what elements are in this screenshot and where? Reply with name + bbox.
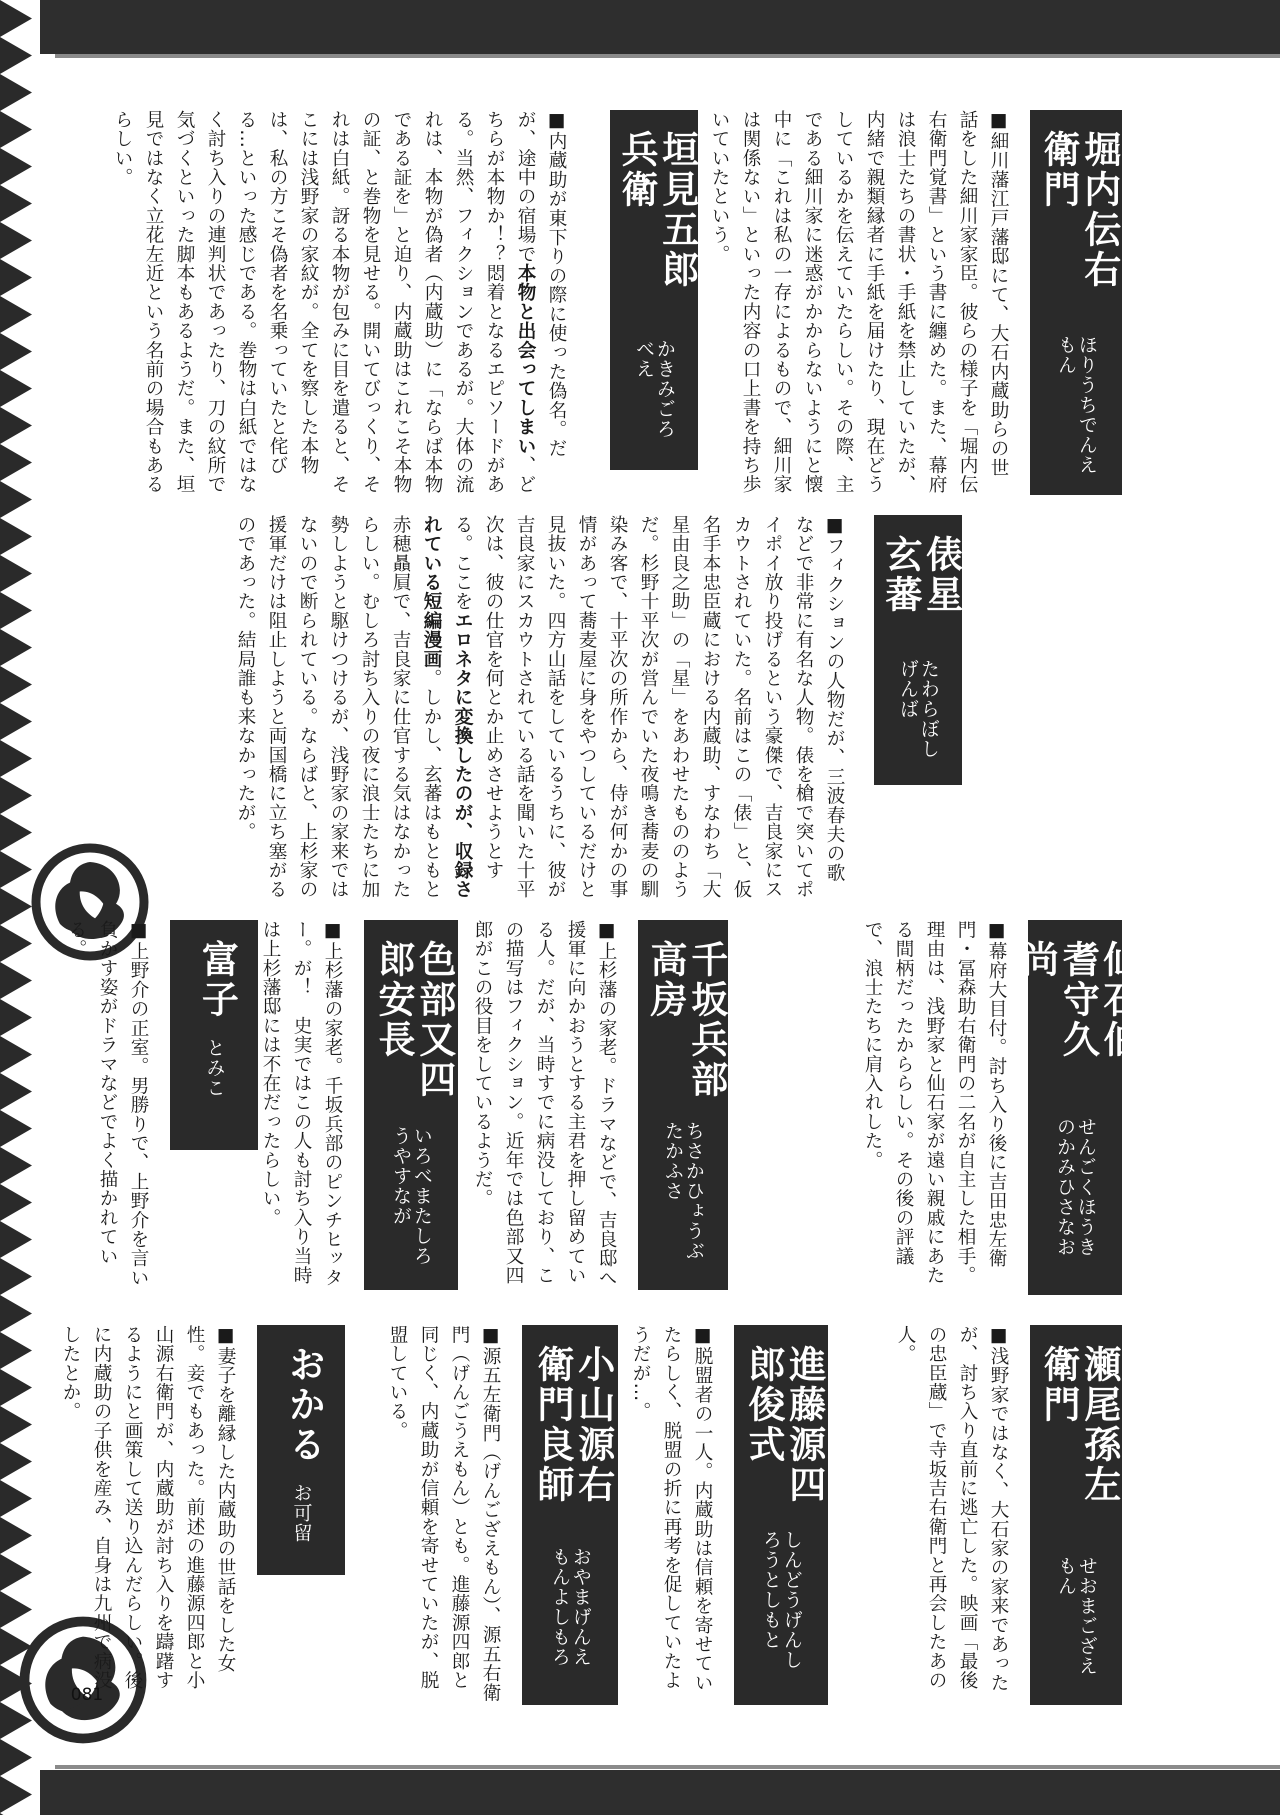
entry-reading: しんどうげんしろうとしもと (760, 1529, 803, 1670)
entry-title-box (170, 920, 258, 1150)
entry-body: ■細川藩江戸藩邸にて、大石内蔵助らの世話をした細川家家臣。彼らの様子を「堀内伝右衛門覚書」という書に纏めた。また、幕府は浪士たちの書状・手紙を禁止していたが、内緒で親類縁者に手紙を届けたり、現在どうしているかを伝えていたらしい。その際、主である細川家に迷惑がかからないようにと懐中に「これは私の一存によるもので、細川家は関係ない」といった内容の口上書を持ち歩いていたという。 (709, 110, 1009, 494)
entry-name: おかる (282, 1345, 327, 1465)
top-rule (55, 54, 1280, 58)
entry-name: 俵星玄蕃 (879, 535, 964, 615)
entry-okaru (55, 1325, 345, 1705)
entry-horiuchi (704, 110, 1122, 495)
entry-seo (890, 1325, 1122, 1705)
entry-reading: せおまござえもん (1055, 1556, 1098, 1677)
entry-body: ■上野介の正室。男勝りで、上野介を言い負かす姿がドラマなどでよく描かれている。 (66, 920, 149, 1288)
entry-body: ■幕府大目付。討ち入り後に吉田忠左衛門・冨森助右衛門の二名が自主した相手。理由は、浅野家と仙石家が遠い親戚にあたる間柄だったかららしい。その後の評議で、浪士たちに肩入れした。 (862, 920, 1007, 1285)
entry-reading: いろべまたしろうやすなが (390, 1126, 433, 1266)
entry-reading: かきみごろべえ (633, 338, 676, 439)
entry-kakimi (594, 110, 698, 495)
entry-reading: たわらぼしげんば (897, 659, 940, 759)
entry-body: ■浅野家ではなく、大石家の家来であったが、討ち入り直前に逃亡した。映画「最後の忠臣蔵」で寺坂吉右衛門と再会したあの人。 (895, 1325, 1009, 1693)
entry-title-box (522, 1325, 618, 1705)
entry-title-box (610, 110, 698, 470)
entry-reading: ちさかひょうぶたかふさ (662, 1120, 705, 1261)
entry-title-box (364, 920, 458, 1290)
entry-chisaka (467, 920, 728, 1300)
entry-tomiko (61, 920, 258, 1300)
entry-body-kakimi-a: ■内蔵助が東下りの際に使った偽名。だが、途中の宿場で本物と出会ってしまい、どちらが本物か！？悶着となるエピソードがある。当然、フィクションであるが。大体の流れは、本物が偽者（内蔵助）に「ならば本物である証を」と迫り、内蔵助はこれこそ本物の証、と巻物を見せる。開いてびっくり、それは白紙。訝る本物が包みに目を遣ると、そこには浅野家の家紋が。全てを察した本物は、私の方こそ偽者を名乗っていたと侘びる…といった感じである。巻物は白紙ではなく討ち入りの連判状であったり、刀の紋所で気づくといった脚本もあるようだ。また、垣見ではなく立花左近という名前の場合もあるらしい。 (112, 110, 567, 495)
entry-name: 瀬尾孫左衛門 (1037, 1345, 1122, 1505)
entry-oyama (382, 1325, 618, 1705)
entry-name: 垣見五郎兵衛 (615, 130, 700, 290)
entry-title-box (874, 515, 962, 785)
entry-body: ■妻子を離縁した内蔵助の世話をした女性。妾でもあった。前述の進藤源四郎と小山源右衛門が、内蔵助が討ち入りを躊躇するようにと画策して送り込んだらしい。後に内蔵助の子供を産み、自身は九州で病没したとか。 (60, 1325, 236, 1690)
entry-reading: せんごくほうきのかみひさなお (1054, 1116, 1097, 1257)
entry-body: ■源五左衛門（げんござえもん）、源五右衛門（げんごうえもん）とも。進藤源四郎と同じく、内蔵助が信頼を寄せていたが、脱盟している。 (387, 1325, 501, 1703)
entry-name: 色部又四郎安長 (372, 940, 457, 1100)
entry-title-box (1030, 110, 1122, 495)
entry-body-tawaraboshi: ■フィクションの人物だが、三波春夫の歌などで非常に有名な人物。俵を槍で突いてポイポイ放り投げるという豪傑で、吉良家にスカウトされていた。名前はこの「俵」と、仮名手本忠臣蔵における内蔵助、すなわち「大星由良之助」の「星」をあわせたもののようだ。杉野十平次が営んでいた夜鳴き蕎麦の馴染み客で、十平次の所作から、侍が何かの事情があって蕎麦屋に身をやつしているだけと見抜いた。四方山話をしているうちに、彼が吉良家にスカウトされている話を聞いた十平次は、彼の仕官を何とか止めさせようとする。ここをエロネタに変換したのが、収録されている短編漫画。しかし、玄蕃はもともと赤穂贔屓で、吉良家に仕官する気はなかったらしい。むしろ討ち入りの夜に浪士たちに加勢しようと駆けつけるが、浅野家の家来ではないので断られている。ならばと、上杉家の援軍だけは阻止しようと両国橋に立ち塞がるのであった。結局誰も来なかったが。 (235, 515, 845, 900)
entry-name: 小山源右衛門良師 (531, 1345, 616, 1505)
entry-title-box (1030, 1325, 1122, 1705)
entry-title-box (638, 920, 728, 1290)
entry-body: ■上杉藩の家老。千坂兵部のピンチヒッター。が！ 史実ではこの人も討ち入り当時は上杉藩邸には不在だったらしい。 (260, 920, 343, 1288)
entry-title-box (257, 1325, 345, 1575)
entry-body: ■脱盟者の一人。内蔵助は信頼を寄せていたらしく、脱盟の折に再考を促していたようだが…。 (630, 1325, 713, 1693)
entry-name: 仙石伯耆守久尚 (1015, 940, 1142, 1060)
entry-reading: とみこ (203, 1038, 226, 1098)
entry-name: 進藤源四郎俊式 (742, 1345, 827, 1505)
entry-title-box (734, 1325, 828, 1705)
entry-reading: ほりうちでんえもん (1055, 334, 1098, 475)
entry-title-box (1015, 920, 1142, 1295)
entry-name: 千坂兵部高房 (644, 940, 729, 1100)
bottom-bar (40, 1770, 1280, 1815)
entry-reading: おやまげんえもんよしもろ (549, 1547, 592, 1667)
bottom-rule (55, 1765, 1280, 1769)
page-number: 081 (70, 1685, 104, 1705)
entry-irobe (255, 920, 458, 1300)
top-bar (40, 0, 1280, 54)
entry-tawaraboshi (858, 515, 962, 900)
entry-name: 富子 (195, 940, 240, 1020)
entry-shindo (625, 1325, 828, 1705)
entry-sengoku (857, 920, 1142, 1300)
entry-reading: お可留 (290, 1483, 313, 1543)
entry-body: ■上杉藩の家老。ドラマなどで、吉良邸へ援軍に向かおうとする主君を押し留めている人。だが、当時すでに病没しており、この描写はフィクション。近年では色部又四郎がこの役目をしているようだ。 (472, 920, 617, 1288)
entry-name: 堀内伝右衛門 (1037, 130, 1122, 290)
